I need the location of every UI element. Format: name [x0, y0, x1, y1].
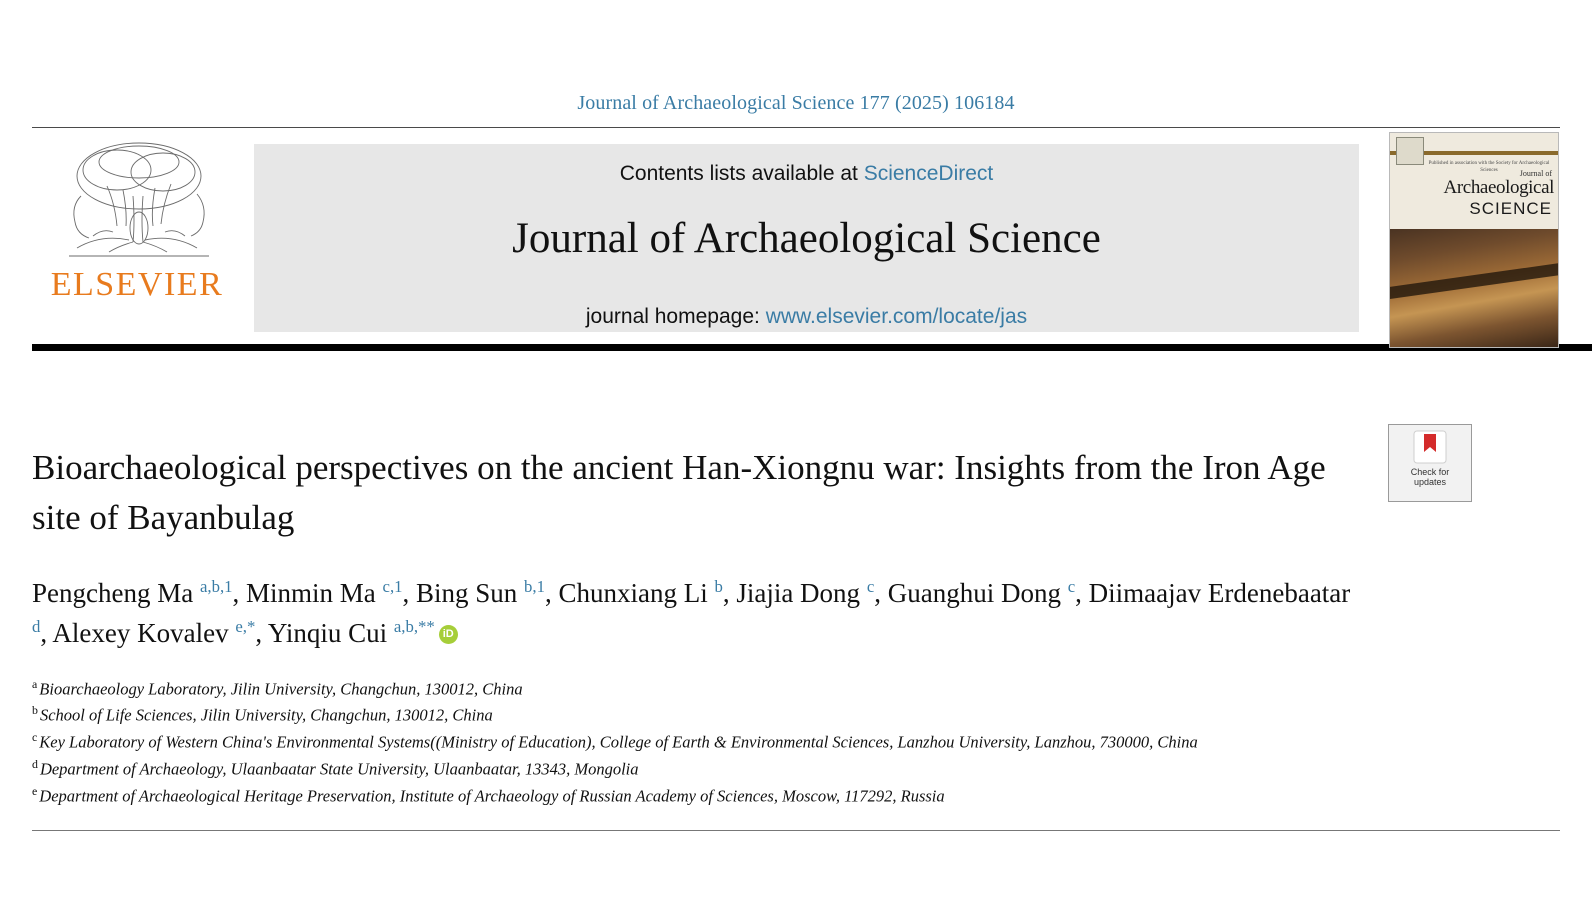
header-bottom-rule [32, 830, 1560, 831]
affiliation-list [32, 675, 1362, 809]
crossmark-label-line2: updates [1413, 477, 1446, 488]
author-affiliation-mark: e,* [235, 616, 256, 636]
contents-prefix: Contents lists available at [619, 162, 858, 185]
cover-title-line1: Archaeological [1443, 177, 1554, 198]
article-title: Bioarchaeological perspectives on the ancient Han-Xiongnu war: Insights from the Iron Age site of Bayanbulag [32, 448, 1326, 537]
affiliation-item [32, 701, 1362, 728]
affiliation-text: Bioarchaeology Laboratory, Jilin University, Changchun, 130012, China [39, 679, 523, 699]
elsevier-tree-icon [47, 136, 227, 264]
cover-elsevier-icon [1396, 137, 1424, 165]
journal-masthead [32, 127, 1560, 344]
crossmark-label-line1: Check for [1410, 467, 1450, 477]
author-name: Minmin Ma [246, 578, 383, 609]
author-name: Diimaajav Erdenebaatar [1088, 578, 1351, 609]
author-name: Pengcheng Ma [32, 578, 200, 609]
author-affiliation-mark: c [866, 577, 875, 597]
affiliation-text: Department of Archaeological Heritage Preservation, Institute of Archaeology of Russian Academy of Sciences, Moscow, 117292, Russia [39, 786, 945, 806]
masthead-bottom-rule [32, 344, 1592, 351]
affiliation-mark: a [32, 676, 38, 691]
cover-mini-caption: Published in association with the Society for Archaeological Sciences [1428, 161, 1550, 173]
author-name: Yinqiu Cui [267, 617, 394, 648]
crossmark-badge[interactable] [1388, 424, 1472, 502]
cover-journal-word: Journal of [1519, 169, 1552, 178]
cover-top-panel [1390, 133, 1558, 229]
author-name: Jiajia Dong [736, 578, 867, 609]
sciencedirect-link[interactable]: ScienceDirect [863, 162, 994, 185]
author-name: Bing Sun [416, 578, 525, 609]
cover-photo [1390, 229, 1558, 347]
author-affiliation-mark: a,b,1 [199, 577, 233, 597]
affiliation-text: Department of Archaeology, Ulaanbaatar State University, Ulaanbaatar, 13343, Mongolia [39, 759, 639, 779]
elsevier-logo [32, 128, 242, 344]
affiliation-item [32, 675, 1362, 702]
orcid-icon[interactable] [439, 625, 458, 644]
author-affiliation-mark: a,b,** [393, 616, 435, 636]
journal-homepage-link[interactable]: www.elsevier.com/locate/jas [765, 305, 1028, 328]
contents-line [620, 162, 994, 186]
affiliation-text: School of Life Sciences, Jilin University, Changchun, 130012, China [39, 705, 493, 725]
affiliation-item [32, 782, 1362, 809]
author-name: Chunxiang Li [558, 578, 715, 609]
author-affiliation-mark: c [1067, 577, 1076, 597]
author-list: Pengcheng Ma $^{a,b,1}$, Minmin Ma $^{c,1}$, Bing Sun $^{b,1}$, Chunxiang Li $^b$, Jiajia Dong $^c$, Guanghui Dong $^c$, Diimaajav Erdenebaatar $^d$, Alexey Kovalev $^{e,*}$, Yinqiu Cui $^{a,b,**}$iD [32, 574, 1362, 652]
affiliation-text: Key Laboratory of Western China's Environmental Systems((Ministry of Education), College of Earth & Environmental Sciences, Lanzhou University, Lanzhou, 730000, China [39, 732, 1198, 752]
journal-band [254, 144, 1359, 332]
cover-title-line2: SCIENCE [1469, 199, 1552, 218]
author-affiliation-mark: d [32, 616, 41, 636]
running-head: Journal of Archaeological Science 177 (2025) 106184 [577, 92, 1015, 114]
affiliation-mark: b [32, 703, 38, 718]
journal-cover-thumbnail [1389, 132, 1559, 348]
journal-title: Journal of Archaeological Science [512, 215, 1101, 262]
article-header [0, 443, 1592, 808]
crossmark-label [1411, 467, 1450, 488]
author-affiliation-mark: b [714, 577, 723, 597]
affiliation-item [32, 755, 1362, 782]
affiliation-mark: e [32, 783, 38, 798]
crossmark-icon [1413, 430, 1447, 464]
homepage-prefix: journal homepage: [585, 305, 760, 328]
author-affiliation-mark: c,1 [382, 577, 403, 597]
author-affiliation-mark: b,1 [524, 577, 545, 597]
author-name: Alexey Kovalev [52, 617, 236, 648]
affiliation-mark: c [32, 730, 38, 745]
homepage-line [586, 305, 1027, 329]
author-name: Guanghui Dong [887, 578, 1068, 609]
elsevier-wordmark: ELSEVIER [50, 266, 224, 303]
affiliation-item [32, 728, 1362, 755]
affiliation-mark: d [32, 756, 38, 771]
